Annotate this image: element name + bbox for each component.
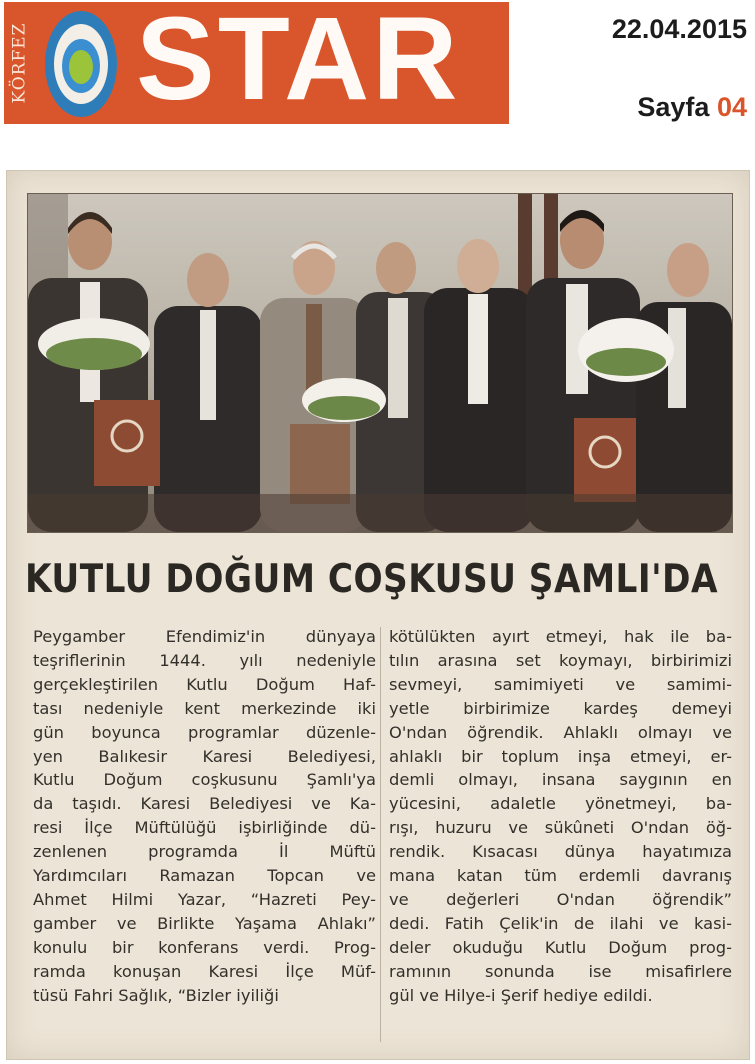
article-line: gerçekleştirilen Kutlu Doğum Haf-	[33, 674, 376, 694]
article-body	[25, 625, 737, 1050]
article-line: tılın arasına set koymayı, birbirimizi	[389, 650, 732, 670]
article-line: ramının sonunda ise misafirlere	[389, 961, 732, 981]
article-line: ramda konuşan Karesi İlçe Müf-	[33, 961, 376, 981]
article-line: rışı, huzuru ve sükûneti O'ndan öğ-	[389, 818, 732, 838]
issue-date: 22.04.2015	[611, 14, 747, 44]
korfez-text: KÖRFEZ	[9, 22, 29, 104]
article-line: Peygamber Efendimiz'in dünyaya	[33, 627, 376, 646]
article-column-right	[389, 625, 732, 1008]
article-line: deler okuduğu Kutlu Doğum prog-	[389, 937, 732, 957]
article-line: Ahmet Hilmi Yazar, “Hazreti Pey-	[33, 889, 376, 909]
article-line: da taşıdı. Karesi Belediyesi ve Ka-	[33, 794, 376, 814]
article-line: tüsü Fahri Sağlık, “Bizler iyiliği	[33, 985, 279, 1005]
article-line: resi İlçe Müftülüğü işbirliğinde dü-	[33, 818, 376, 838]
article-line: dedi. Fatih Çelik'in de ilahi ve kasi-	[389, 913, 732, 933]
article-line: gül ve Hilye-i Şerif hediye edildi.	[389, 985, 653, 1005]
article-line: yetle birbirimize kardeş demeyi	[389, 698, 732, 718]
star-logo-icon	[44, 10, 118, 118]
article-line: konulu bir konferans verdi. Prog-	[33, 937, 376, 957]
masthead-side-label	[4, 2, 34, 124]
article-line: yücesini, adaletle yönetmeyi, ba-	[389, 794, 732, 814]
article-line: sevmeyi, samimiyeti ve samimi-	[389, 674, 732, 694]
group-photo-image	[28, 194, 732, 532]
page-prefix: Sayfa	[637, 92, 710, 122]
article-line: demli olmayı, insana saygının en	[389, 770, 732, 790]
brand-wordmark: STAR	[136, 2, 461, 124]
article-line: Kutlu Doğum coşkusunu Şamlı'ya	[33, 770, 376, 790]
article-line: yen Balıkesir Karesi Belediyesi,	[33, 746, 376, 766]
article-line: tası nedeniyle kent merkezinde iki	[33, 698, 376, 718]
article-line: mana katan tüm erdemli davranış	[389, 866, 732, 886]
article-line: zenlenen programda İl Müftü	[33, 842, 376, 862]
page-label	[637, 92, 747, 123]
newspaper-clipping	[6, 170, 750, 1060]
article-column-left	[33, 625, 376, 1008]
article-line: gamber ve Birlikte Yaşama Ahlakı”	[33, 913, 376, 933]
article-line: teşriflerinin 1444. yılı nedeniyle	[33, 650, 376, 670]
article-line: ve değerleri O'ndan öğrendik”	[389, 889, 732, 909]
newspaper-masthead	[4, 2, 509, 124]
article-line: gün boyunca programlar düzenle-	[33, 722, 376, 742]
article-headline: KUTLU DOĞUM COŞKUSU ŞAMLI'DA	[25, 557, 718, 602]
article-line: O'ndan öğrendik. Ahlaklı olmayı ve	[389, 722, 732, 742]
article-line: kötülükten ayırt etmeyi, hak ile ba-	[389, 627, 732, 646]
article-line: Yardımcıları Ramazan Topcan ve	[33, 866, 376, 886]
column-divider	[380, 627, 381, 1042]
article-line: rendik. Kısacası dünya hayatımıza	[389, 842, 732, 862]
article-line: ahlaklı bir toplum inşa etmeyi, er-	[389, 746, 732, 766]
page-number: 04	[716, 92, 747, 122]
group-photo	[27, 193, 733, 533]
